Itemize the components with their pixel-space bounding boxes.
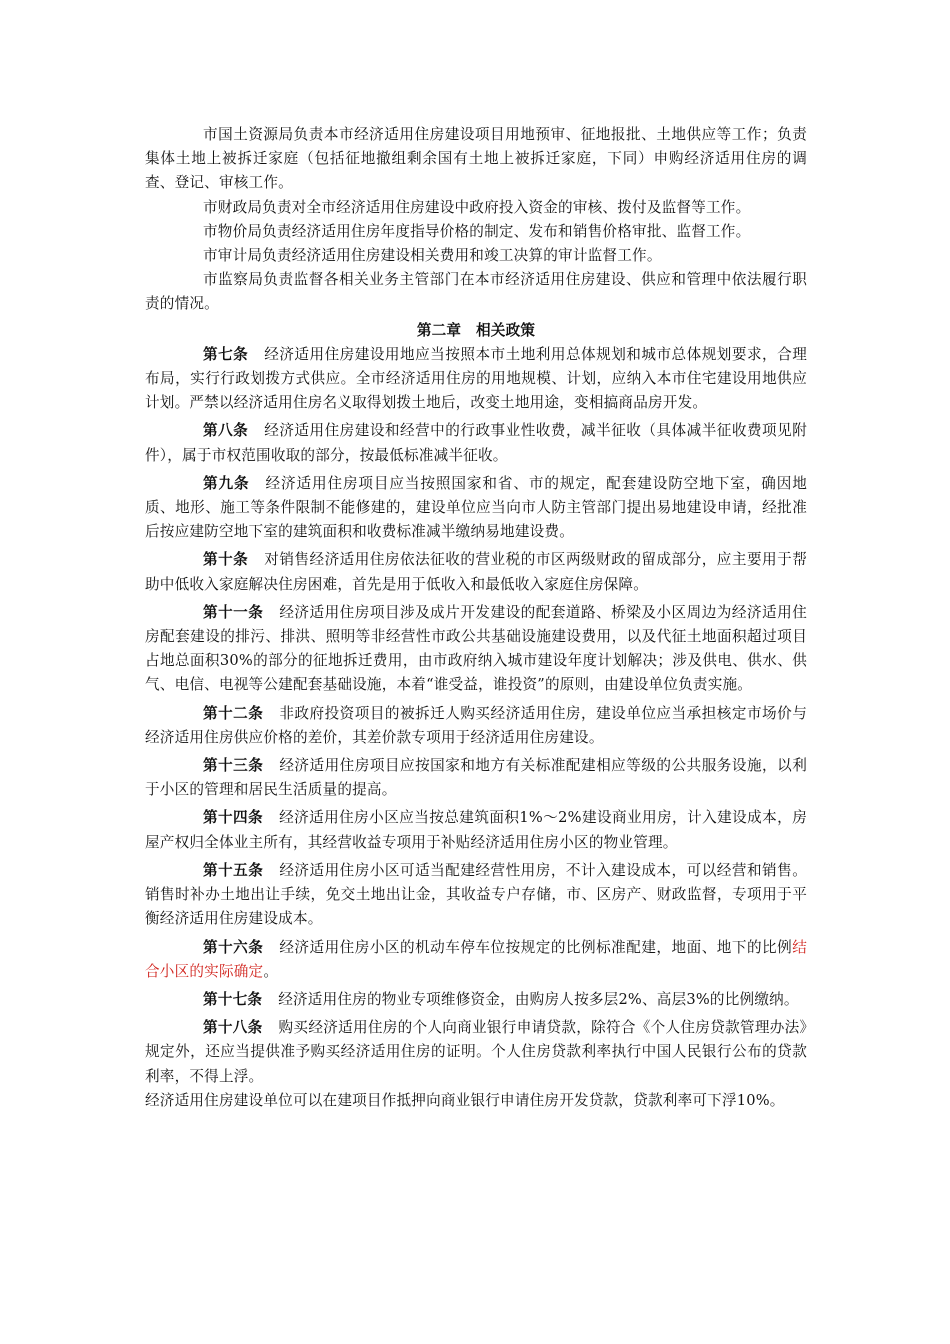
article-label: 第十六条 — [203, 938, 264, 956]
article-label: 第九条 — [203, 474, 250, 492]
article-9 — [145, 472, 807, 545]
article-14 — [145, 806, 807, 854]
article-label: 第十四条 — [203, 809, 264, 827]
article-label: 第十二条 — [203, 704, 264, 722]
article-16 — [145, 936, 807, 984]
article-label: 第十条 — [203, 551, 249, 569]
article-11 — [145, 601, 807, 698]
article-text: 经济适用住房小区可适当配建经营性用房，不计入建设成本，可以经营和销售。销售时补办土地出让手续，免交土地出让金，其收益专户存储，市、区房产、财政监督，专项用于平衡经济适用住房建设成本。 — [145, 861, 807, 928]
highlighted-text: 结合小区的实际确定 — [145, 938, 807, 980]
paragraph: 市国土资源局负责本市经济适用住房建设项目用地预审、征地报批、土地供应等工作；负责集体土地上被拆迁家庭（包括征地撤组剩余国有土地上被拆迁家庭，下同）申购经济适用住房的调查、登记、审核工作。 — [145, 126, 807, 192]
article-18 — [145, 1016, 807, 1089]
article-text: 经济适用住房项目应按国家和地方有关标准配建相应等级的公共服务设施，以利于小区的管理和居民生活质量的提高。 — [145, 757, 807, 799]
article-text: 经济适用住房建设用地应当按照本市土地利用总体规划和城市总体规划要求，合理布局，实行行政划拨方式供应。全市经济适用住房的用地规模、计划，应纳入本市住宅建设用地供应计划。严禁以经济适用住房名义取得划拨土地后，改变土地用途，变相搞商品房开发。 — [145, 345, 807, 412]
article-label: 第八条 — [203, 422, 249, 440]
paragraph: 市审计局负责经济适用住房建设相关费用和竣工决算的审计监督工作。 — [203, 247, 662, 265]
article-text: 经济适用住房建设和经营中的行政事业性收费，减半征收（具体减半征收费项见附件），属于市权范围收取的部分，按最低标准减半征收。 — [145, 422, 807, 464]
article-text: 经济适用住房项目涉及成片开发建设的配套道路、桥梁及小区周边为经济适用住房配套建设的排污、排洪、照明等非经营性市政公共基础设施建设费用，以及代征土地面积超过项目占地总面积30%的部分的征地拆迁费用，由市政府纳入城市建设年度计划解决；涉及供电、供水、供气、电信、电视等公建配套基础设施，本着“谁受益，谁投资”的原则，由建设单位负责实施。 — [145, 603, 807, 694]
article-label: 第十八条 — [203, 1019, 263, 1037]
article-text: 经济适用住房的物业专项维修资金，由购房人按多层2%、高层3%的比例缴纳。 — [278, 990, 799, 1008]
paragraph: 市监察局负责监督各相关业务主管部门在本市经济适用住房建设、供应和管理中依法履行职责的情况。 — [145, 271, 807, 313]
article-label: 第十七条 — [203, 990, 263, 1008]
article-text-tail: 。 — [263, 962, 279, 980]
chapter-title: 第二章 相关政策 — [416, 321, 536, 339]
article-12 — [145, 702, 807, 750]
article-text: 经济适用住房小区的机动车停车位按规定的比例标准配建，地面、地下的比例 — [279, 938, 793, 956]
article-text: 经济适用住房项目应当按照国家和省、市的规定，配套建设防空地下室，确因地质、地形、施工等条件限制不能修建的，建设单位应当向市人防主管部门提出易地建设申请，经批准后按应建防空地下室的建筑面积和收费标准减半缴纳易地建设费。 — [145, 474, 807, 541]
article-text: 对销售经济适用住房依法征收的营业税的市区两级财政的留成部分，应主要用于帮助中低收入家庭解决住房困难，首先是用于低收入和最低收入家庭住房保障。 — [145, 551, 807, 593]
article-label: 第十一条 — [203, 603, 264, 621]
article-8 — [145, 419, 807, 467]
article-7 — [145, 343, 807, 416]
article-10 — [145, 548, 807, 596]
closing-paragraph: 经济适用住房建设单位可以在建项目作抵押向商业银行申请住房开发贷款，贷款利率可下浮10%。 — [145, 1091, 785, 1109]
article-text: 经济适用住房小区应当按总建筑面积1%～2%建设商业用房，计入建设成本，房屋产权归全体业主所有，其经营收益专项用于补贴经济适用住房小区的物业管理。 — [145, 809, 807, 851]
article-label: 第七条 — [203, 345, 249, 363]
article-17 — [145, 988, 807, 1012]
paragraph: 市财政局负责对全市经济适用住房建设中政府投入资金的审核、拨付及监督等工作。 — [203, 198, 751, 216]
article-text: 非政府投资项目的被拆迁人购买经济适用住房，建设单位应当承担核定市场价与经济适用住房供应价格的差价，其差价款专项用于经济适用住房建设。 — [145, 704, 807, 746]
article-15 — [145, 859, 807, 932]
article-text: 购买经济适用住房的个人向商业银行申请贷款，除符合《个人住房贷款管理办法》规定外，还应当提供准予购买经济适用住房的证明。个人住房贷款利率执行中国人民银行公布的贷款利率，不得上浮。 — [145, 1019, 807, 1085]
article-13 — [145, 754, 807, 802]
paragraph: 市物价局负责经济适用住房年度指导价格的制定、发布和销售价格审批、监督工作。 — [203, 222, 751, 240]
article-label: 第十五条 — [203, 861, 264, 879]
article-label: 第十三条 — [203, 757, 264, 775]
document-body — [145, 123, 807, 1113]
